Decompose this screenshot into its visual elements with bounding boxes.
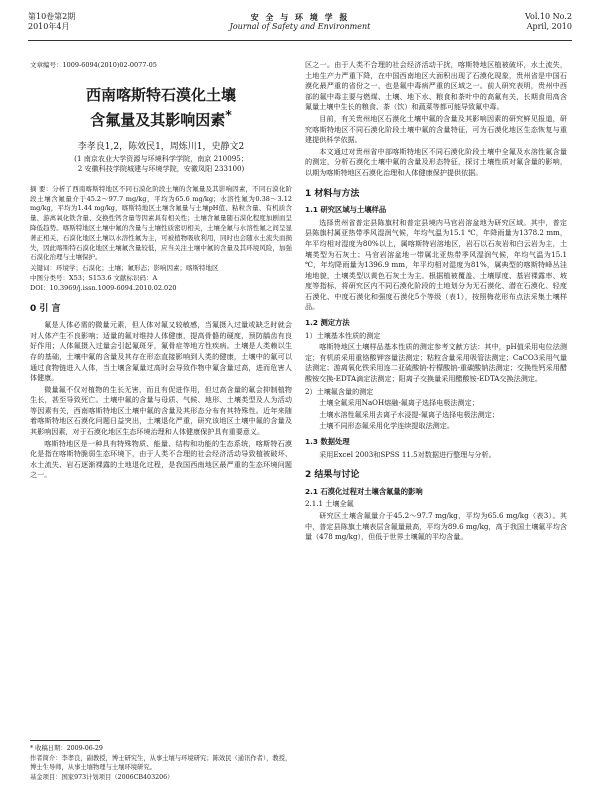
section-1-2-2-line-1: 土壤全氟采用NaOH熔融-氟离子选择电极法测定； bbox=[319, 398, 479, 408]
footnote-fund: 基金项目：国家973计划项目（2006CB403206） bbox=[30, 773, 174, 781]
header-center bbox=[28, 12, 572, 32]
intro-paragraph-2: 微量氟不仅对植物的生长无害，而且有促进作用，但过高含量的氟会抑制植物生长，甚至导致死亡。土壤中氟的含量与母质、气候、地形、土壤类型及人为活动等因素有关，西南喀斯特地区土壤中氟的含量及其形态分布有其特殊性。近年来随着喀斯特地区石漠化问题日益突出，土壤退化严重，研究该地区土壤中氟的含量及其影响因素，对于石漠化地区生态环境治理和人体健康保护具有重要意义。 bbox=[30, 384, 292, 437]
affiliation-2: 2 安徽科技学院城建与环境学院，安徽凤阳 233100) bbox=[77, 164, 245, 174]
section-2-1-1-paragraph: 研究区土壤含氟量介于45.2～97.7 mg/kg，平均为65.6 mg/kg（表3）。其中，普定县陈旗土壤表层含氟量最高，平均为89.6 mg/kg，高于我国土壤氟平均含量（478 mg/kg），但低于世界土壤氟的平均含量。 bbox=[305, 510, 567, 542]
running-header bbox=[28, 12, 572, 42]
title-line-2 bbox=[30, 105, 292, 130]
classification: 中图分类号：X53；S153.6 文献标识码：A bbox=[30, 273, 158, 282]
footnote-rule bbox=[30, 740, 100, 741]
right-paragraph-3: 本文通过对贵州省中部喀斯特地区不同石漠化阶段土壤中全氟及水溶性氟含量的测定，分析石漠化土壤中氟的含量及形态特征，探讨土壤性质对氟含量的影响，以期为喀斯特地区石漠化治理和人体健康保护提供依据。 bbox=[305, 146, 567, 177]
abstract-text: 摘 要：分析了西南喀斯特地区不同石漠化阶段土壤的含氟量及其影响因素，不同石漠化阶段土壤含氟量介于45.2～97.7 mg/kg，平均为65.6 mg/kg；水溶性氟为0.38～3.12 mg/kg，平均为1.44 mg/kg，喀斯特地区土壤含氟量与土壤pH值、粘粒含量、有机质含量、游离氧化铁含量、交换性钙含量等因素具有相关性；土壤含氟量随石漠化程度加剧而呈降低趋势。喀斯特地区土壤中氟的含量与土壤性质密切相关，土壤全氟与水溶性氟之间呈显著正相关，石漠化地区土壤以水溶性氟为主，可被植物吸收利用，同时也会随水土流失而损失，因此喀斯特石漠化地区土壤氟含量较低，应当关注土壤中氟的含量及其环境风险，加强石漠化治理与土壤保护。 bbox=[30, 184, 292, 262]
keywords: 关键词：环境学；石漠化；土壤；氟形态；影响因素；喀斯特地区 bbox=[30, 264, 219, 273]
section-1-2-1-paragraph: 喀斯特地区土壤样品基本性质的测定参考文献方法：其中，pH值采用电位法测定；有机质采用重铬酸钾容量法测定；粘粒含量采用吸管法测定；CaCO3采用气量法测定；游离氧化铁采用连二亚硫酸钠-柠檬酸钠-重碳酸钠法测定；交换性钙采用醋酸铵交换-EDTA滴定法测定；阳离子交换量采用醋酸铵-EDTA交换法测定。 bbox=[305, 342, 567, 384]
header-right bbox=[525, 12, 572, 32]
intro-paragraph-3: 喀斯特地区是一种具有特殊物质、能量、结构和功能的生态系统，喀斯特石漠化是指在喀斯特脆弱生态环境下，由于人类不合理的社会经济活动导致植被破坏、水土流失、岩石逐渐裸露的土地退化过程，是我国西南地区最严重的生态环境问题之一。 bbox=[30, 438, 292, 480]
section-0-heading: 0 引 言 bbox=[30, 303, 61, 314]
intro-paragraph-1: 氟是人体必需的微量元素，但人体对氟又较敏感，当氟摄入过量或缺乏时就会对人体产生不良影响；适量的氟对维持人体健康，提高骨骼的硬度，预防龋齿有良好作用；人体氟摄入过量会引起氟斑牙，氟骨症等地方性疾病。土壤是人类赖以生存的基础，土壤中氟的含量及其存在形态直接影响到人类的健康，土壤中的氟可以通过食物链进入人体，当土壤含氟量过高时会导致作物中氟含量过高，进而危害人体健康。 bbox=[30, 320, 292, 383]
header-rule bbox=[28, 40, 572, 41]
header-volume: 第10卷第2期 bbox=[28, 12, 76, 21]
title-line-1: 西南喀斯特石漠化土壤 bbox=[85, 85, 236, 104]
section-1-2-2-line-2: 土壤水溶性氟采用去离子水浸提-氟离子选择电极法测定； bbox=[319, 409, 499, 419]
title-footnote-mark: * bbox=[225, 106, 232, 122]
section-1-2-1-heading: 1）土壤基本性质的测定 bbox=[305, 330, 381, 340]
header-date-en: April, 2010 bbox=[526, 22, 572, 31]
header-date: 2010年4月 bbox=[28, 22, 70, 31]
header-journal-cn: 安 全 与 环 境 学 报 bbox=[250, 12, 350, 22]
abstract bbox=[30, 185, 292, 263]
section-1-2-2-line-3: 土壤不同形态氟采用化学连续提取法测定。 bbox=[319, 421, 454, 431]
doi: DOI：10.3969/j.issn.1009-6094.2010.02.020 bbox=[30, 283, 177, 292]
section-1-3-paragraph: 采用Excel 2003和SPSS 11.5对数据进行整理与分析。 bbox=[319, 449, 496, 459]
section-1-3-heading: 1.3 数据处理 bbox=[305, 437, 350, 446]
paper-title bbox=[30, 85, 292, 130]
right-paragraph-2: 目前，有关贵州地区石漠化土壤中氟的含量及其影响因素的研究鲜见报道，研究喀斯特地区不同石漠化阶段土壤中氟的含量特征，可为石漠化地区生态恢复与重建提供科学依据。 bbox=[305, 113, 567, 145]
section-1-2-2-heading: 2）土壤氟含量的测定 bbox=[305, 386, 374, 396]
footnote-received: * 收稿日期：2009-06-29 bbox=[30, 745, 103, 752]
header-vol-en: Vol.10 No.2 bbox=[525, 12, 572, 21]
footnote bbox=[30, 740, 292, 782]
section-2-1-1-heading: 2.1.1 土壤全氟 bbox=[305, 499, 354, 509]
title-line-2-text: 含氟量及其影响因素 bbox=[90, 110, 226, 129]
footnote-author-info: 作者简介：李孝良，副教授，博士研究生，从事土壤与环境研究；陈效民（通讯作者），教授，博士生导师，从事土壤物理与土壤环境研究。 bbox=[30, 754, 292, 771]
section-2-1-heading: 2.1 石漠化过程对土壤含氟量的影响 bbox=[305, 486, 423, 496]
header-journal-en: Journal of Safety and Environment bbox=[229, 22, 371, 31]
left-column bbox=[30, 60, 292, 482]
right-column bbox=[305, 60, 567, 544]
section-2-heading: 2 结果与讨论 bbox=[305, 470, 360, 481]
section-1-1-paragraph: 选择贵州省普定县陈旗村和普定县境内马官岩溶盆地为研究区域。其中，普定县陈旗村属亚热带季风湿润气候，年均气温为15.1 ℃，年降雨量为1378.2 mm，年平均相对湿度为80%以上，属喀斯特岩溶地区，岩石以石灰岩和白云岩为主，土壤类型为石灰土；马官岩溶盆地一带属北亚热带季风湿润气候，年均气温为15.1 ℃，年均降雨量为1396.9 mm，年平均相对湿度为81%，属典型的喀斯特峰丛洼地地貌，土壤类型以黄色石灰土为主。根据植被覆盖、土壤厚度、基岩裸露率、坡度等指标，将研究区内不同石漠化阶段的土地划分为无石漠化、潜在石漠化、轻度石漠化、中度石漠化和强度石漠化5个等级（表1），按照梅花形布点法采集土壤样品。 bbox=[305, 217, 567, 312]
authors: 李孝良1,2，陈效民1，周炼川1，史静文2 bbox=[77, 141, 245, 152]
affiliation-1: (1 南京农业大学资源与环境科学学院，南京 210095； bbox=[74, 153, 248, 163]
document-number: 文章编号：1009-6094(2010)02-0077-05 bbox=[30, 61, 157, 69]
section-1-1-heading: 1.1 研究区域与土壤样品 bbox=[305, 205, 387, 215]
section-1-2-heading: 1.2 测定方法 bbox=[305, 318, 350, 328]
right-paragraph-1: 区之一。由于人类不合理的社会经济活动干扰，喀斯特地区植被破坏，水土流失，土地生产力严重下降，在中国西南地区大面积出现了石漠化现象，贵州省是中国石漠化最严重的省份之一，也是氟中毒病严重的区域之一。前人研究表明，贵州中西部的氟中毒主要与燃煤、土壤、地下水、粮食和茶叶中的高氟有关，长期食用高含氟量土壤中生长的粮食、茶（饮）和蔬菜等都可能导致氟中毒。 bbox=[305, 60, 567, 112]
section-1-heading: 1 材料与方法 bbox=[305, 188, 360, 199]
